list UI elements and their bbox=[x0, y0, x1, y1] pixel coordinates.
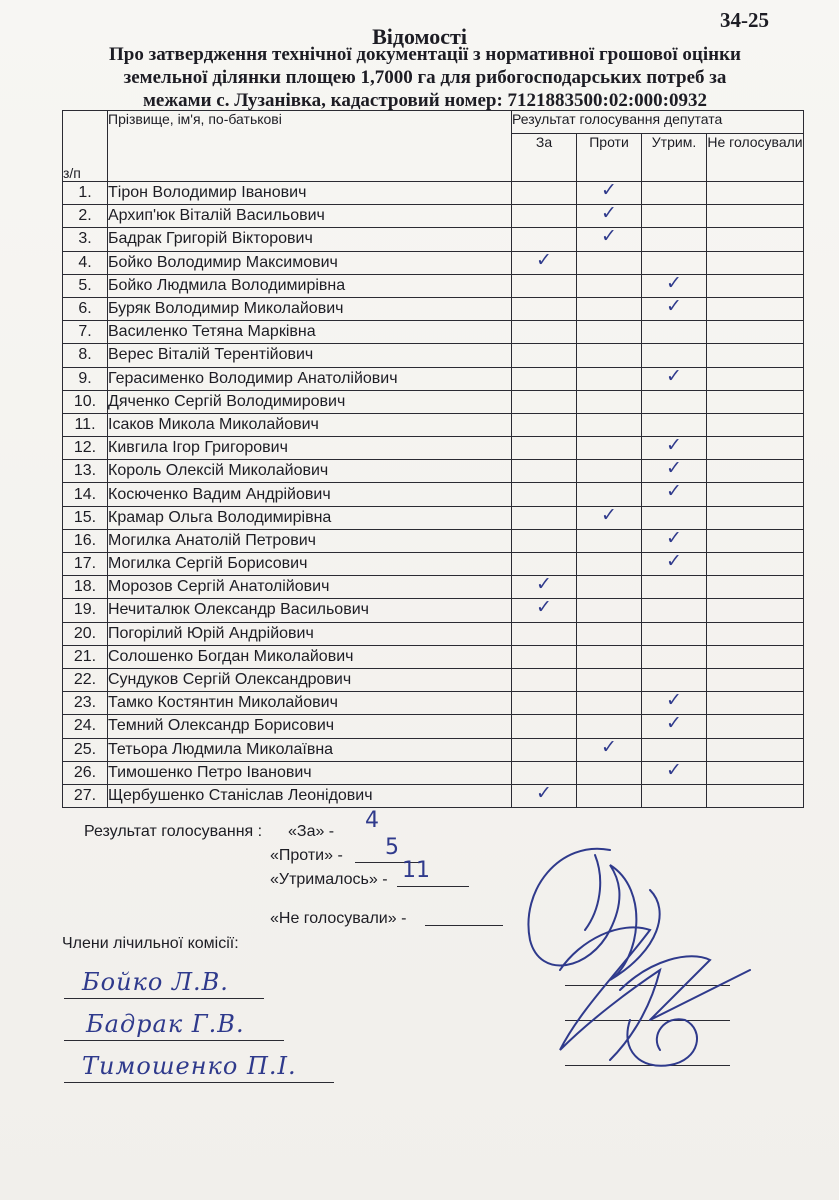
vote-cell-against bbox=[577, 251, 642, 274]
row-name: Нечиталюк Олександр Васильович bbox=[108, 599, 512, 622]
commission-member-2: Бадрак Г.В. bbox=[86, 1010, 245, 1038]
vote-cell-against bbox=[577, 735, 642, 761]
result-not-voted-label: «Не голосували» - bbox=[270, 910, 407, 927]
vote-cell-for bbox=[512, 645, 577, 668]
checkmark-icon: ✓ bbox=[601, 202, 617, 225]
checkmark-icon: ✓ bbox=[666, 364, 682, 387]
handwritten-signatures bbox=[500, 820, 780, 1090]
row-name: Сундуков Сергій Олександрович bbox=[108, 668, 512, 691]
row-number: 5. bbox=[63, 274, 108, 297]
table-row bbox=[63, 622, 804, 645]
result-against-value: 5 bbox=[385, 835, 399, 860]
vote-cell-for bbox=[512, 529, 577, 552]
vote-cell-against bbox=[577, 576, 642, 599]
vote-cell-for bbox=[512, 344, 577, 367]
row-name: Могилка Анатолій Петрович bbox=[108, 529, 512, 552]
vote-cell-for bbox=[512, 274, 577, 297]
vote-cell-against bbox=[577, 599, 642, 622]
row-number: 19. bbox=[63, 599, 108, 622]
vote-cell-against bbox=[577, 645, 642, 668]
table-row bbox=[63, 390, 804, 413]
subtitle-line-1: Про затвердження технічної документації з нормативної грошової оцінки bbox=[108, 44, 741, 65]
vote-cell-not-voted bbox=[707, 205, 804, 228]
vote-cell-against bbox=[577, 692, 642, 715]
vote-cell-against bbox=[577, 225, 642, 251]
vote-cell-against bbox=[577, 321, 642, 344]
table-row bbox=[63, 553, 804, 576]
vote-cell-not-voted bbox=[707, 297, 804, 320]
row-number: 8. bbox=[63, 344, 108, 367]
row-number: 7. bbox=[63, 321, 108, 344]
vote-cell-abstain bbox=[642, 294, 707, 320]
header-against: Проти bbox=[577, 134, 642, 182]
vote-cell-not-voted bbox=[707, 715, 804, 738]
vote-cell-abstain bbox=[642, 390, 707, 413]
vote-cell-for bbox=[512, 738, 577, 761]
vote-cell-for bbox=[512, 596, 577, 622]
vote-cell-for bbox=[512, 781, 577, 807]
row-name: Морозов Сергій Анатолійович bbox=[108, 576, 512, 599]
vote-cell-not-voted bbox=[707, 738, 804, 761]
vote-cell-abstain bbox=[642, 576, 707, 599]
vote-cell-not-voted bbox=[707, 483, 804, 506]
vote-cell-not-voted bbox=[707, 761, 804, 784]
row-name: Могилка Сергій Борисович bbox=[108, 553, 512, 576]
vote-cell-abstain bbox=[642, 550, 707, 576]
row-number: 14. bbox=[63, 483, 108, 506]
checkmark-icon: ✓ bbox=[536, 573, 552, 596]
vote-cell-abstain bbox=[642, 321, 707, 344]
row-name: Тетьора Людмила Миколаївна bbox=[108, 738, 512, 761]
result-for-label: «За» - bbox=[288, 823, 335, 840]
checkmark-icon: ✓ bbox=[601, 225, 617, 248]
vote-cell-not-voted bbox=[707, 599, 804, 622]
vote-cell-abstain bbox=[642, 784, 707, 807]
checkmark-icon: ✓ bbox=[666, 689, 682, 712]
vote-cell-not-voted bbox=[707, 413, 804, 436]
row-number: 25. bbox=[63, 738, 108, 761]
vote-cell-not-voted bbox=[707, 460, 804, 483]
vote-cell-against bbox=[577, 460, 642, 483]
vote-cell-for bbox=[512, 205, 577, 228]
vote-cell-for bbox=[512, 390, 577, 413]
vote-cell-not-voted bbox=[707, 622, 804, 645]
vote-cell-not-voted bbox=[707, 344, 804, 367]
checkmark-icon: ✓ bbox=[601, 503, 617, 526]
commission-line-3 bbox=[64, 1082, 334, 1083]
vote-cell-against bbox=[577, 274, 642, 297]
vote-cell-for bbox=[512, 692, 577, 715]
row-name: Бадрак Григорій Вікторович bbox=[108, 228, 512, 251]
vote-cell-not-voted bbox=[707, 321, 804, 344]
result-not-voted-line bbox=[425, 925, 503, 926]
vote-cell-not-voted bbox=[707, 576, 804, 599]
vote-cell-not-voted bbox=[707, 251, 804, 274]
vote-cell-against bbox=[577, 367, 642, 390]
vote-cell-against bbox=[577, 553, 642, 576]
header-not-voted: Не голосували bbox=[707, 134, 804, 182]
checkmark-icon: ✓ bbox=[536, 248, 552, 271]
vote-cell-against bbox=[577, 297, 642, 320]
row-name: Буряк Володимир Миколайович bbox=[108, 297, 512, 320]
checkmark-icon: ✓ bbox=[536, 596, 552, 619]
vote-cell-against bbox=[577, 390, 642, 413]
subtitle-line-2: земельної ділянки площею 1,7000 га для рибогосподарських потреб за bbox=[123, 67, 727, 88]
vote-cell-for bbox=[512, 483, 577, 506]
row-number: 26. bbox=[63, 761, 108, 784]
vote-cell-not-voted bbox=[707, 645, 804, 668]
row-number: 20. bbox=[63, 622, 108, 645]
checkmark-icon: ✓ bbox=[666, 712, 682, 735]
row-number: 16. bbox=[63, 529, 108, 552]
vote-cell-against bbox=[577, 503, 642, 529]
vote-cell-for bbox=[512, 715, 577, 738]
vote-cell-against bbox=[577, 529, 642, 552]
commission-member-1: Бойко Л.В. bbox=[82, 968, 229, 996]
row-name: Архип'юк Віталій Васильович bbox=[108, 205, 512, 228]
vote-cell-for bbox=[512, 297, 577, 320]
subtitle-line-3: межами с. Лузанівка, кадастровий номер: 7121883500:02:000:0932 bbox=[142, 90, 708, 111]
checkmark-icon: ✓ bbox=[666, 294, 682, 317]
header-number: з/п bbox=[63, 111, 108, 182]
vote-cell-abstain bbox=[642, 712, 707, 738]
row-number: 13. bbox=[63, 460, 108, 483]
result-abstain-label: «Утрималось» - bbox=[270, 871, 388, 888]
row-number: 12. bbox=[63, 437, 108, 460]
vote-cell-not-voted bbox=[707, 692, 804, 715]
row-name: Крамар Ольга Володимирівна bbox=[108, 506, 512, 529]
checkmark-icon: ✓ bbox=[536, 781, 552, 804]
vote-cell-not-voted bbox=[707, 529, 804, 552]
row-name: Бойко Людмила Володимирівна bbox=[108, 274, 512, 297]
row-number: 24. bbox=[63, 715, 108, 738]
vote-cell-abstain bbox=[642, 364, 707, 390]
vote-cell-for bbox=[512, 622, 577, 645]
vote-cell-against bbox=[577, 413, 642, 436]
row-name: Тимошенко Петро Іванович bbox=[108, 761, 512, 784]
checkmark-icon: ✓ bbox=[666, 271, 682, 294]
table-row bbox=[63, 576, 804, 599]
vote-cell-for bbox=[512, 668, 577, 691]
row-name: Солошенко Богдан Миколайович bbox=[108, 645, 512, 668]
result-against-label: «Проти» - bbox=[270, 847, 343, 864]
table-row bbox=[63, 367, 804, 390]
vote-cell-abstain bbox=[642, 182, 707, 205]
table-row bbox=[63, 297, 804, 320]
table-row bbox=[63, 182, 804, 205]
row-number: 23. bbox=[63, 692, 108, 715]
vote-cell-not-voted bbox=[707, 367, 804, 390]
row-number: 2. bbox=[63, 205, 108, 228]
table-row bbox=[63, 784, 804, 807]
results-label: Результат голосування : bbox=[84, 823, 263, 840]
row-name: Бойко Володимир Максимович bbox=[108, 251, 512, 274]
vote-cell-against bbox=[577, 761, 642, 784]
vote-cell-not-voted bbox=[707, 506, 804, 529]
row-name: Косюченко Вадим Андрійович bbox=[108, 483, 512, 506]
row-name: Щербушенко Станіслав Леонідович bbox=[108, 784, 512, 807]
row-number: 22. bbox=[63, 668, 108, 691]
vote-cell-against bbox=[577, 784, 642, 807]
row-number: 9. bbox=[63, 367, 108, 390]
row-name: Герасименко Володимир Анатолійович bbox=[108, 367, 512, 390]
row-name: Верес Віталій Терентійович bbox=[108, 344, 512, 367]
row-name: Василенко Тетяна Марківна bbox=[108, 321, 512, 344]
result-abstain-value: 11 bbox=[402, 858, 430, 883]
header-abstain: Утрим. bbox=[642, 134, 707, 182]
table-row bbox=[63, 645, 804, 668]
vote-cell-abstain bbox=[642, 228, 707, 251]
row-number: 3. bbox=[63, 228, 108, 251]
checkmark-icon: ✓ bbox=[666, 457, 682, 480]
commission-member-3: Тимошенко П.І. bbox=[82, 1052, 297, 1080]
vote-cell-abstain bbox=[642, 758, 707, 784]
commission-label: Члени лічильної комісії: bbox=[62, 935, 239, 952]
vote-cell-not-voted bbox=[707, 274, 804, 297]
row-number: 15. bbox=[63, 506, 108, 529]
checkmark-icon: ✓ bbox=[666, 480, 682, 503]
vote-cell-abstain bbox=[642, 645, 707, 668]
vote-cell-against bbox=[577, 437, 642, 460]
vote-cell-not-voted bbox=[707, 784, 804, 807]
vote-cell-not-voted bbox=[707, 182, 804, 205]
result-for-value: 4 bbox=[365, 808, 379, 833]
vote-cell-for bbox=[512, 248, 577, 274]
table-row bbox=[63, 761, 804, 784]
row-name: Тірон Володимир Іванович bbox=[108, 182, 512, 205]
row-number: 18. bbox=[63, 576, 108, 599]
vote-cell-for bbox=[512, 437, 577, 460]
row-name: Король Олексій Миколайович bbox=[108, 460, 512, 483]
table-row bbox=[63, 321, 804, 344]
row-number: 21. bbox=[63, 645, 108, 668]
vote-cell-not-voted bbox=[707, 553, 804, 576]
voting-table bbox=[62, 110, 804, 808]
vote-cell-abstain bbox=[642, 622, 707, 645]
vote-cell-not-voted bbox=[707, 437, 804, 460]
row-name: Ісаков Микола Миколайович bbox=[108, 413, 512, 436]
row-number: 1. bbox=[63, 182, 108, 205]
result-abstain-line bbox=[397, 886, 469, 887]
table-row bbox=[63, 715, 804, 738]
vote-cell-not-voted bbox=[707, 390, 804, 413]
document-title: Відомості bbox=[372, 24, 467, 49]
checkmark-icon: ✓ bbox=[666, 526, 682, 549]
checkmark-icon: ✓ bbox=[601, 735, 617, 758]
row-name: Дяченко Сергій Володимирович bbox=[108, 390, 512, 413]
checkmark-icon: ✓ bbox=[666, 434, 682, 457]
vote-cell-not-voted bbox=[707, 228, 804, 251]
row-number: 10. bbox=[63, 390, 108, 413]
row-number: 11. bbox=[63, 413, 108, 436]
commission-line-1 bbox=[64, 998, 264, 999]
vote-cell-for bbox=[512, 367, 577, 390]
checkmark-icon: ✓ bbox=[601, 179, 617, 201]
row-number: 27. bbox=[63, 784, 108, 807]
checkmark-icon: ✓ bbox=[666, 550, 682, 572]
checkmark-icon: ✓ bbox=[666, 758, 682, 781]
row-name: Кивгила Ігор Григорович bbox=[108, 437, 512, 460]
header-name: Прізвище, ім'я, по-батькові bbox=[108, 111, 512, 182]
header-for: За bbox=[512, 134, 577, 182]
document-number: 34-25 bbox=[720, 8, 769, 32]
row-number: 4. bbox=[63, 251, 108, 274]
vote-cell-against bbox=[577, 622, 642, 645]
vote-cell-for bbox=[512, 460, 577, 483]
commission-line-2 bbox=[64, 1040, 284, 1041]
table-row bbox=[63, 228, 804, 251]
vote-cell-abstain bbox=[642, 480, 707, 506]
table-row bbox=[63, 205, 804, 228]
row-name: Тамко Костянтин Миколайович bbox=[108, 692, 512, 715]
table-row bbox=[63, 599, 804, 622]
vote-cell-for bbox=[512, 413, 577, 436]
table-row bbox=[63, 483, 804, 506]
vote-cell-not-voted bbox=[707, 668, 804, 691]
row-name: Темний Олександр Борисович bbox=[108, 715, 512, 738]
header-result-group: Результат голосування депутата bbox=[512, 111, 804, 134]
vote-cell-abstain bbox=[642, 599, 707, 622]
vote-cell-abstain bbox=[642, 205, 707, 228]
row-number: 17. bbox=[63, 553, 108, 576]
vote-cell-against bbox=[577, 344, 642, 367]
vote-cell-for bbox=[512, 506, 577, 529]
vote-cell-against bbox=[577, 668, 642, 691]
vote-cell-for bbox=[512, 182, 577, 205]
voting-table-body bbox=[63, 179, 804, 808]
vote-cell-for bbox=[512, 321, 577, 344]
row-name: Погорілий Юрій Андрійович bbox=[108, 622, 512, 645]
row-number: 6. bbox=[63, 297, 108, 320]
